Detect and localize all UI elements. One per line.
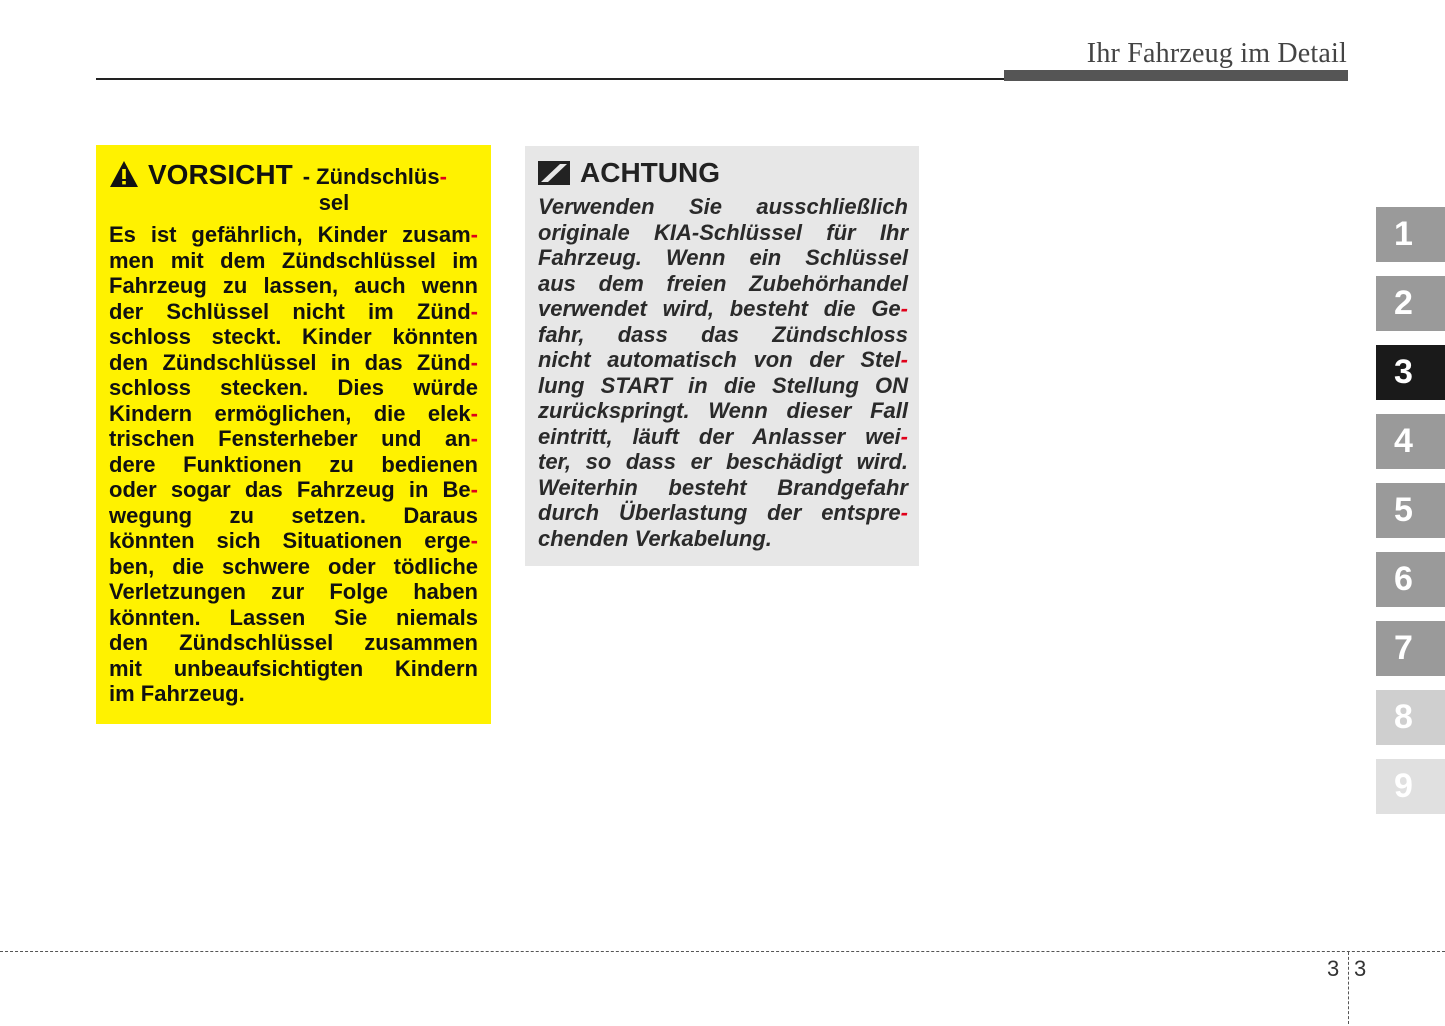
chapter-tab-5[interactable]: 5: [1376, 483, 1445, 538]
attention-line: Weiterhin besteht Brandgefahr: [538, 474, 908, 500]
chapter-tab-3[interactable]: 3: [1376, 345, 1445, 400]
attention-title: ACHTUNG: [580, 157, 720, 188]
caution-subtitle: [303, 164, 447, 216]
caution-line: schloss stecken. Dies würde: [109, 375, 478, 400]
footer-rule: [0, 951, 1445, 952]
attention-line: durch Überlastung der entspre-: [538, 500, 908, 525]
caution-subtitle-line-1: - Zündschlüs-: [302, 164, 447, 189]
caution-line: könnten sich Situationen erge-: [109, 528, 478, 553]
caution-subtitle-line-2: sel: [318, 190, 350, 215]
caution-line: schloss steckt. Kinder könnten: [109, 324, 478, 349]
attention-line: chenden Verkabelung.: [538, 525, 772, 551]
caution-line: mit unbeaufsichtigten Kindern: [109, 655, 478, 681]
footer-page-number: 3: [1354, 956, 1367, 981]
header-rule: [96, 78, 1006, 80]
chapter-tab-4[interactable]: 4: [1376, 414, 1445, 469]
attention-line: Verwenden Sie ausschließlich: [538, 194, 908, 219]
caution-line: trischen Fensterheber und an-: [109, 426, 478, 451]
attention-line: nicht automatisch von der Stel-: [538, 347, 908, 372]
caution-line: der Schlüssel nicht im Zünd-: [109, 298, 478, 324]
footer-chapter-number: 3: [1327, 956, 1340, 981]
attention-body: [538, 194, 908, 551]
footer-page-separator: [1348, 952, 1349, 1024]
caution-heading: [109, 159, 478, 216]
chapter-tab-7[interactable]: 7: [1376, 621, 1445, 676]
attention-box: [525, 146, 919, 566]
attention-line: verwendet wird, besteht die Ge-: [538, 296, 908, 321]
caution-line: Verletzungen zur Folge haben: [109, 579, 478, 604]
caution-line: men mit dem Zündschlüssel im: [109, 247, 478, 273]
caution-line: wegung zu setzen. Daraus: [109, 502, 478, 528]
attention-line: originale KIA-Schlüssel für Ihr: [538, 219, 908, 245]
attention-line: eintritt, läuft der Anlasser wei-: [538, 423, 908, 449]
attention-line: lung START in die Stellung ON: [538, 372, 908, 398]
caution-line: Es ist gefährlich, Kinder zusam-: [109, 222, 478, 247]
caution-line: Fahrzeug zu lassen, auch wenn: [109, 273, 478, 298]
caution-line: könnten. Lassen Sie niemals: [109, 604, 478, 630]
caution-line: Kindern ermöglichen, die elek-: [109, 400, 478, 426]
notice-slash-icon: [538, 161, 570, 185]
caution-body: [109, 222, 478, 707]
caution-box: [96, 145, 491, 724]
chapter-tab-6[interactable]: 6: [1376, 552, 1445, 607]
chapter-tab-1[interactable]: 1: [1376, 207, 1445, 262]
chapter-tab-8[interactable]: 8: [1376, 690, 1445, 745]
header-accent-bar: [1004, 70, 1348, 81]
attention-line: aus dem freien Zubehörhandel: [538, 270, 908, 296]
caution-line: im Fahrzeug.: [109, 681, 245, 706]
attention-line: zurückspringt. Wenn dieser Fall: [538, 398, 908, 423]
chapter-tab-9[interactable]: 9: [1376, 759, 1445, 814]
attention-line: fahr, dass das Zündschloss: [538, 321, 908, 347]
attention-line: Fahrzeug. Wenn ein Schlüssel: [538, 245, 908, 270]
caution-line: dere Funktionen zu bedienen: [109, 451, 478, 477]
caution-line: den Zündschlüssel zusammen: [109, 630, 478, 655]
caution-title: VORSICHT: [148, 159, 293, 190]
caution-line: ben, die schwere oder tödliche: [109, 553, 478, 579]
caution-line: oder sogar das Fahrzeug in Be-: [109, 477, 478, 502]
attention-heading: [538, 158, 908, 188]
caution-line: den Zündschlüssel in das Zünd-: [109, 349, 478, 375]
chapter-tab-2[interactable]: 2: [1376, 276, 1445, 331]
warning-triangle-icon: [109, 160, 139, 188]
attention-line: ter, so dass er beschädigt wird.: [538, 449, 908, 474]
header-title: Ihr Fahrzeug im Detail: [1086, 38, 1347, 69]
